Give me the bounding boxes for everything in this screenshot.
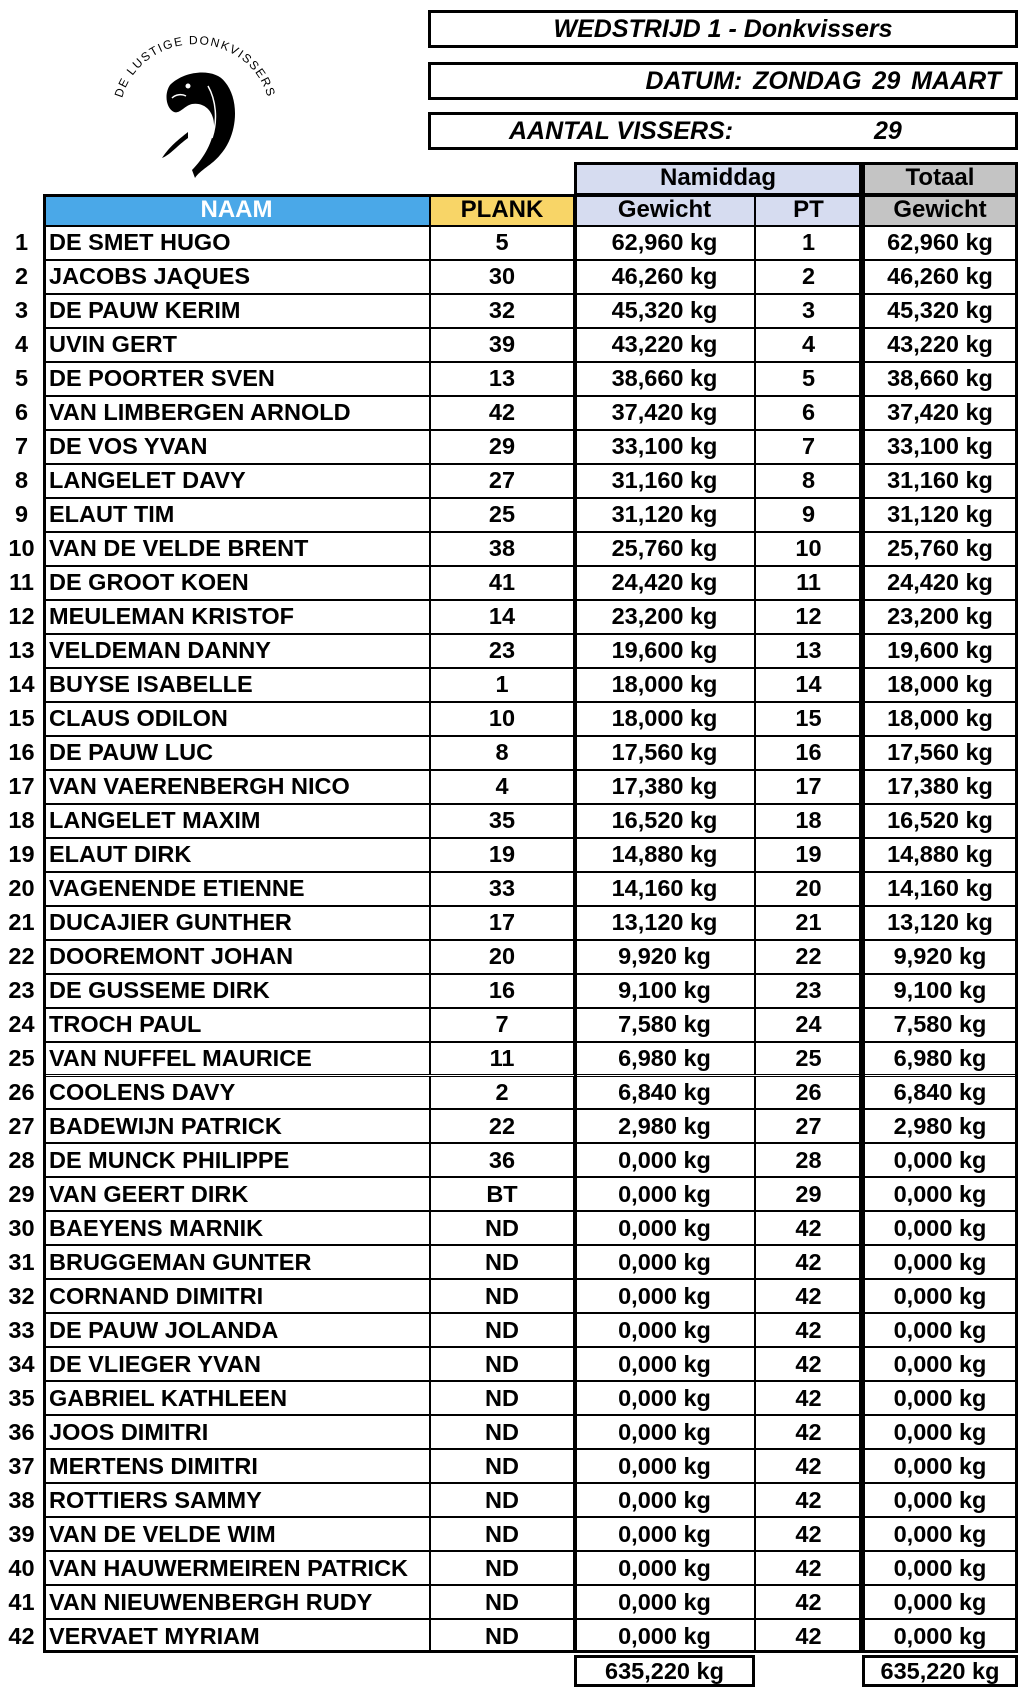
row-totaal: 31,160 kg	[862, 464, 1018, 498]
row-plank: 8	[430, 736, 574, 770]
row-naam: ROTTIERS SAMMY	[43, 1483, 430, 1517]
fish-logo-icon	[100, 20, 285, 185]
row-plank: ND	[430, 1585, 574, 1619]
row-plank: 13	[430, 362, 574, 396]
row-plank: 38	[430, 532, 574, 566]
row-gewicht: 0,000 kg	[574, 1211, 755, 1245]
totaal-gewicht-header: Gewicht	[862, 194, 1018, 226]
row-gewicht: 18,000 kg	[574, 702, 755, 736]
row-pt: 7	[755, 430, 862, 464]
row-gewicht: 13,120 kg	[574, 906, 755, 940]
row-number: 13	[8, 637, 35, 664]
row-plank: ND	[430, 1211, 574, 1245]
row-number: 41	[8, 1588, 35, 1615]
row-naam: VAGENENDE ETIENNE	[43, 872, 430, 906]
row-plank: ND	[430, 1415, 574, 1449]
row-number: 26	[8, 1078, 35, 1105]
row-naam: ELAUT DIRK	[43, 838, 430, 872]
row-naam: DE PAUW JOLANDA	[43, 1313, 430, 1347]
row-totaal: 25,760 kg	[862, 532, 1018, 566]
row-number: 25	[8, 1045, 35, 1071]
row-naam: BUYSE ISABELLE	[43, 668, 430, 702]
row-gewicht: 0,000 kg	[574, 1517, 755, 1551]
row-number: 39	[8, 1520, 35, 1547]
row-pt: 42	[755, 1415, 862, 1449]
naam-header: NAAM	[43, 194, 430, 226]
row-naam: BRUGGEMAN GUNTER	[43, 1245, 430, 1279]
row-pt: 18	[755, 804, 862, 838]
row-pt: 42	[755, 1347, 862, 1381]
row-gewicht: 14,160 kg	[574, 872, 755, 906]
row-gewicht: 6,980 kg	[574, 1042, 755, 1076]
gewicht-header: Gewicht	[574, 194, 755, 226]
row-gewicht: 0,000 kg	[574, 1551, 755, 1585]
row-naam: VAN NUFFEL MAURICE	[43, 1042, 430, 1076]
row-pt: 16	[755, 736, 862, 770]
row-totaal: 17,380 kg	[862, 770, 1018, 804]
row-number: 5	[14, 365, 29, 392]
row-number: 17	[8, 773, 35, 800]
row-pt: 1	[755, 226, 862, 260]
total-totaal: 635,220 kg	[862, 1655, 1018, 1687]
row-totaal: 0,000 kg	[862, 1381, 1018, 1415]
row-naam: VAN GEERT DIRK	[43, 1177, 430, 1211]
row-totaal: 17,560 kg	[862, 736, 1018, 770]
row-plank: ND	[430, 1313, 574, 1347]
row-plank: 41	[430, 566, 574, 600]
row-naam: VERVAET MYRIAM	[43, 1619, 430, 1653]
row-plank: 2	[430, 1076, 574, 1110]
row-pt: 14	[755, 668, 862, 702]
row-gewicht: 62,960 kg	[574, 226, 755, 260]
row-number: 12	[8, 603, 35, 630]
row-pt: 27	[755, 1109, 862, 1143]
row-pt: 11	[755, 566, 862, 600]
row-naam: LANGELET DAVY	[43, 464, 430, 498]
row-plank: ND	[430, 1347, 574, 1381]
row-number: 33	[8, 1316, 35, 1343]
row-number: 34	[8, 1350, 35, 1377]
row-plank: BT	[430, 1177, 574, 1211]
row-number: 2	[14, 263, 29, 290]
row-totaal: 0,000 kg	[862, 1551, 1018, 1585]
row-number: 32	[8, 1282, 35, 1309]
row-gewicht: 23,200 kg	[574, 600, 755, 634]
row-naam: DE MUNCK PHILIPPE	[43, 1143, 430, 1177]
row-gewicht: 37,420 kg	[574, 396, 755, 430]
row-number: 16	[8, 739, 35, 766]
total-gewicht: 635,220 kg	[574, 1655, 755, 1687]
row-totaal: 9,100 kg	[862, 974, 1018, 1008]
row-number: 30	[8, 1214, 35, 1241]
row-plank: 22	[430, 1109, 574, 1143]
row-plank: 17	[430, 906, 574, 940]
row-number: 8	[14, 467, 29, 494]
row-pt: 19	[755, 838, 862, 872]
row-totaal: 0,000 kg	[862, 1143, 1018, 1177]
row-plank: 30	[430, 260, 574, 294]
row-naam: DE VOS YVAN	[43, 430, 430, 464]
row-gewicht: 19,600 kg	[574, 634, 755, 668]
row-totaal: 38,660 kg	[862, 362, 1018, 396]
row-pt: 21	[755, 906, 862, 940]
row-number: 42	[8, 1622, 35, 1649]
row-gewicht: 18,000 kg	[574, 668, 755, 702]
row-pt: 25	[755, 1042, 862, 1076]
row-gewicht: 7,580 kg	[574, 1008, 755, 1042]
row-plank: 39	[430, 328, 574, 362]
row-naam: CORNAND DIMITRI	[43, 1279, 430, 1313]
row-gewicht: 17,380 kg	[574, 770, 755, 804]
row-plank: 1	[430, 668, 574, 702]
row-gewicht: 0,000 kg	[574, 1449, 755, 1483]
row-number: 11	[9, 569, 34, 596]
row-totaal: 14,160 kg	[862, 872, 1018, 906]
row-totaal: 6,840 kg	[862, 1076, 1018, 1110]
row-plank: 33	[430, 872, 574, 906]
row-gewicht: 24,420 kg	[574, 566, 755, 600]
row-totaal: 18,000 kg	[862, 702, 1018, 736]
row-plank: 10	[430, 702, 574, 736]
row-naam: VAN NIEUWENBERGH RUDY	[43, 1585, 430, 1619]
row-gewicht: 17,560 kg	[574, 736, 755, 770]
row-naam: COOLENS DAVY	[43, 1076, 430, 1110]
row-naam: GABRIEL KATHLEEN	[43, 1381, 430, 1415]
row-totaal: 0,000 kg	[862, 1177, 1018, 1211]
row-totaal: 43,220 kg	[862, 328, 1018, 362]
row-pt: 6	[755, 396, 862, 430]
row-pt: 5	[755, 362, 862, 396]
row-plank: ND	[430, 1245, 574, 1279]
row-number: 15	[8, 705, 35, 732]
row-plank: 42	[430, 396, 574, 430]
row-gewicht: 43,220 kg	[574, 328, 755, 362]
row-number: 10	[8, 535, 35, 562]
row-plank: 20	[430, 940, 574, 974]
row-plank: 32	[430, 294, 574, 328]
row-naam: DE PAUW KERIM	[43, 294, 430, 328]
row-number: 19	[8, 841, 35, 868]
row-gewicht: 6,840 kg	[574, 1076, 755, 1110]
row-naam: LANGELET MAXIM	[43, 804, 430, 838]
row-plank: ND	[430, 1279, 574, 1313]
row-naam: DE PAUW LUC	[43, 736, 430, 770]
row-totaal: 0,000 kg	[862, 1619, 1018, 1653]
row-pt: 2	[755, 260, 862, 294]
row-pt: 23	[755, 974, 862, 1008]
row-plank: ND	[430, 1619, 574, 1653]
row-naam: DE GUSSEME DIRK	[43, 974, 430, 1008]
row-number: 21	[8, 909, 35, 936]
row-pt: 42	[755, 1551, 862, 1585]
row-naam: DE GROOT KOEN	[43, 566, 430, 600]
row-number: 9	[14, 501, 29, 528]
row-number: 4	[14, 331, 29, 358]
logo-text: DE LUSTIGE DONKVISSERS	[111, 33, 279, 100]
row-number: 20	[8, 875, 35, 902]
row-number: 40	[8, 1554, 35, 1581]
row-pt: 42	[755, 1483, 862, 1517]
row-plank: ND	[430, 1517, 574, 1551]
participants-box	[428, 112, 1018, 150]
row-totaal: 45,320 kg	[862, 294, 1018, 328]
row-pt: 42	[755, 1619, 862, 1653]
row-pt: 26	[755, 1076, 862, 1110]
row-plank: ND	[430, 1449, 574, 1483]
row-naam: JACOBS JAQUES	[43, 260, 430, 294]
row-gewicht: 0,000 kg	[574, 1619, 755, 1653]
participants-label: AANTAL VISSERS:	[509, 116, 734, 145]
namiddag-header: Namiddag	[574, 162, 862, 194]
row-gewicht: 0,000 kg	[574, 1313, 755, 1347]
row-plank: 14	[430, 600, 574, 634]
row-totaal: 6,980 kg	[862, 1042, 1018, 1076]
row-naam: BADEWIJN PATRICK	[43, 1109, 430, 1143]
row-totaal: 14,880 kg	[862, 838, 1018, 872]
row-number: 37	[8, 1452, 35, 1479]
row-plank: 36	[430, 1143, 574, 1177]
row-pt: 12	[755, 600, 862, 634]
row-gewicht: 0,000 kg	[574, 1279, 755, 1313]
row-totaal: 7,580 kg	[862, 1008, 1018, 1042]
row-gewicht: 45,320 kg	[574, 294, 755, 328]
row-plank: 29	[430, 430, 574, 464]
row-gewicht: 25,760 kg	[574, 532, 755, 566]
row-gewicht: 16,520 kg	[574, 804, 755, 838]
row-pt: 42	[755, 1517, 862, 1551]
row-naam: VELDEMAN DANNY	[43, 634, 430, 668]
participants-value: 29	[874, 116, 902, 145]
row-pt: 10	[755, 532, 862, 566]
row-naam: MEULEMAN KRISTOF	[43, 600, 430, 634]
row-gewicht: 0,000 kg	[574, 1143, 755, 1177]
row-pt: 9	[755, 498, 862, 532]
row-totaal: 37,420 kg	[862, 396, 1018, 430]
row-naam: DOOREMONT JOHAN	[43, 940, 430, 974]
row-totaal: 13,120 kg	[862, 906, 1018, 940]
row-pt: 42	[755, 1449, 862, 1483]
row-totaal: 46,260 kg	[862, 260, 1018, 294]
row-naam: JOOS DIMITRI	[43, 1415, 430, 1449]
row-naam: CLAUS ODILON	[43, 702, 430, 736]
row-number: 14	[8, 671, 35, 698]
row-naam: BAEYENS MARNIK	[43, 1211, 430, 1245]
row-pt: 17	[755, 770, 862, 804]
row-number: 3	[14, 297, 29, 324]
row-pt: 20	[755, 872, 862, 906]
row-gewicht: 46,260 kg	[574, 260, 755, 294]
row-plank: 4	[430, 770, 574, 804]
row-gewicht: 0,000 kg	[574, 1483, 755, 1517]
row-gewicht: 0,000 kg	[574, 1177, 755, 1211]
row-number: 27	[8, 1112, 35, 1139]
row-pt: 4	[755, 328, 862, 362]
row-naam: TROCH PAUL	[43, 1008, 430, 1042]
row-naam: VAN LIMBERGEN ARNOLD	[43, 396, 430, 430]
row-naam: UVIN GERT	[43, 328, 430, 362]
row-totaal: 0,000 kg	[862, 1483, 1018, 1517]
row-totaal: 2,980 kg	[862, 1109, 1018, 1143]
row-naam: DE VLIEGER YVAN	[43, 1347, 430, 1381]
row-gewicht: 14,880 kg	[574, 838, 755, 872]
row-totaal: 0,000 kg	[862, 1279, 1018, 1313]
row-gewicht: 0,000 kg	[574, 1245, 755, 1279]
row-totaal: 9,920 kg	[862, 940, 1018, 974]
row-pt: 42	[755, 1211, 862, 1245]
row-pt: 28	[755, 1143, 862, 1177]
row-number: 28	[8, 1146, 35, 1173]
row-number: 35	[8, 1384, 35, 1411]
plank-header: PLANK	[430, 194, 574, 226]
row-naam: VAN HAUWERMEIREN PATRICK	[43, 1551, 430, 1585]
row-naam: ELAUT TIM	[43, 498, 430, 532]
date-label: DATUM: ZONDAG 29 MAART	[428, 62, 1018, 100]
row-number: 1	[14, 229, 29, 256]
row-pt: 8	[755, 464, 862, 498]
row-totaal: 16,520 kg	[862, 804, 1018, 838]
row-gewicht: 2,980 kg	[574, 1109, 755, 1143]
row-plank: 27	[430, 464, 574, 498]
row-totaal: 18,000 kg	[862, 668, 1018, 702]
row-number: 7	[14, 433, 29, 460]
row-naam: VAN VAERENBERGH NICO	[43, 770, 430, 804]
row-gewicht: 31,160 kg	[574, 464, 755, 498]
row-naam: DUCAJIER GUNTHER	[43, 906, 430, 940]
row-plank: 19	[430, 838, 574, 872]
row-naam: DE POORTER SVEN	[43, 362, 430, 396]
row-gewicht: 9,920 kg	[574, 940, 755, 974]
row-gewicht: 33,100 kg	[574, 430, 755, 464]
row-plank: 7	[430, 1008, 574, 1042]
row-number: 38	[8, 1486, 35, 1513]
row-number: 22	[8, 943, 35, 970]
row-plank: ND	[430, 1551, 574, 1585]
row-totaal: 0,000 kg	[862, 1517, 1018, 1551]
row-pt: 42	[755, 1313, 862, 1347]
row-totaal: 0,000 kg	[862, 1449, 1018, 1483]
row-totaal: 23,200 kg	[862, 600, 1018, 634]
row-totaal: 0,000 kg	[862, 1245, 1018, 1279]
row-totaal: 0,000 kg	[862, 1347, 1018, 1381]
row-number: 23	[8, 977, 35, 1004]
row-totaal: 62,960 kg	[862, 226, 1018, 260]
row-plank: ND	[430, 1483, 574, 1517]
row-gewicht: 31,120 kg	[574, 498, 755, 532]
row-totaal: 19,600 kg	[862, 634, 1018, 668]
row-number: 29	[8, 1180, 35, 1207]
row-plank: 35	[430, 804, 574, 838]
row-totaal: 0,000 kg	[862, 1415, 1018, 1449]
row-gewicht: 0,000 kg	[574, 1415, 755, 1449]
row-pt: 22	[755, 940, 862, 974]
row-number: 24	[8, 1011, 35, 1038]
row-naam: VAN DE VELDE WIM	[43, 1517, 430, 1551]
row-plank: 5	[430, 226, 574, 260]
row-totaal: 0,000 kg	[862, 1585, 1018, 1619]
row-gewicht: 0,000 kg	[574, 1347, 755, 1381]
row-plank: 16	[430, 974, 574, 1008]
pt-header: PT	[755, 194, 862, 226]
row-pt: 42	[755, 1245, 862, 1279]
row-naam: DE SMET HUGO	[43, 226, 430, 260]
row-gewicht: 0,000 kg	[574, 1381, 755, 1415]
row-number: 18	[8, 807, 35, 834]
row-totaal: 24,420 kg	[862, 566, 1018, 600]
row-pt: 42	[755, 1279, 862, 1313]
row-gewicht: 9,100 kg	[574, 974, 755, 1008]
row-number: 36	[8, 1418, 35, 1445]
competition-title: WEDSTRIJD 1 - Donkvissers	[428, 10, 1018, 48]
row-plank: 25	[430, 498, 574, 532]
row-pt: 13	[755, 634, 862, 668]
row-pt: 24	[755, 1008, 862, 1042]
row-gewicht: 38,660 kg	[574, 362, 755, 396]
club-logo	[100, 20, 285, 185]
row-pt: 29	[755, 1177, 862, 1211]
row-pt: 42	[755, 1381, 862, 1415]
row-naam: MERTENS DIMITRI	[43, 1449, 430, 1483]
row-number: 31	[8, 1248, 35, 1275]
row-totaal: 0,000 kg	[862, 1211, 1018, 1245]
row-totaal: 33,100 kg	[862, 430, 1018, 464]
totaal-header: Totaal	[862, 162, 1018, 194]
row-gewicht: 0,000 kg	[574, 1585, 755, 1619]
row-plank: 11	[430, 1042, 574, 1076]
row-totaal: 31,120 kg	[862, 498, 1018, 532]
row-plank: ND	[430, 1381, 574, 1415]
row-plank: 23	[430, 634, 574, 668]
row-pt: 15	[755, 702, 862, 736]
row-totaal: 0,000 kg	[862, 1313, 1018, 1347]
row-pt: 3	[755, 294, 862, 328]
row-number: 6	[14, 399, 29, 426]
row-naam: VAN DE VELDE BRENT	[43, 532, 430, 566]
row-pt: 42	[755, 1585, 862, 1619]
